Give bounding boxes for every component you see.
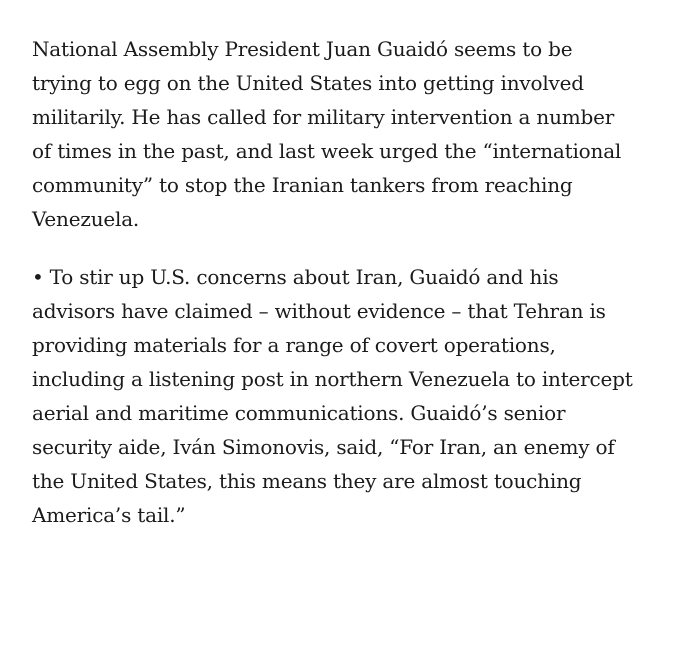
text-line: advisors have claimed – without evidence – that Tehran is [32,299,606,323]
text-line: Venezuela. [32,207,140,231]
text-line [32,260,662,294]
text-line: National Assembly President Juan Guaidó seems to be [32,37,573,61]
text-line: providing materials for a range of covert operations, [32,333,556,357]
paragraph-guaido-intervention [32,32,662,236]
text-line: aerial and maritime communications. Guaidó’s senior [32,401,566,425]
text-line: the United States, this means they are almost touching [32,469,582,493]
article-body [32,32,662,532]
paragraph-iran-concerns [32,260,662,532]
text-line-content: To stir up U.S. concerns about Iran, Guaidó and his [49,265,559,289]
text-line: trying to egg on the United States into getting involved [32,71,584,95]
text-line: community” to stop the Iranian tankers from reaching [32,173,573,197]
text-line: including a listening post in northern Venezuela to intercept [32,367,633,391]
text-line: militarily. He has called for military intervention a number [32,105,615,129]
bullet-marker: • [32,265,44,289]
text-line: security aide, Iván Simonovis, said, “For Iran, an enemy of [32,435,615,459]
text-line: of times in the past, and last week urged the “international [32,139,622,163]
text-line: America’s tail.” [32,503,186,527]
